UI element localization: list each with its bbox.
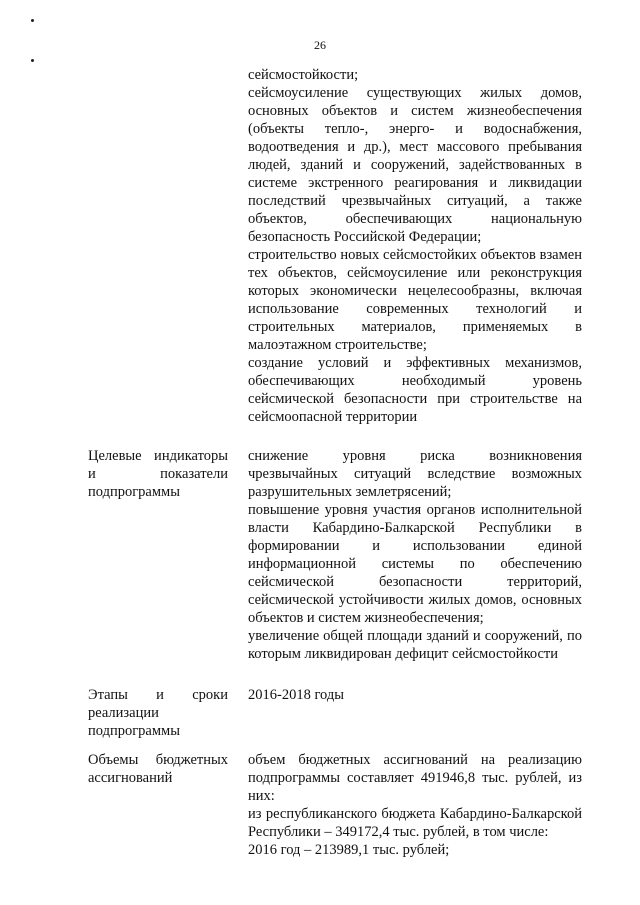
row-label: Этапы и сроки реализации подпрограммы [88, 687, 228, 739]
row-content [248, 751, 582, 859]
content-paragraph: 2016 год – 213989,1 тыс. рублей; [248, 842, 450, 858]
row-content [248, 66, 582, 426]
scan-speck [31, 59, 34, 62]
content-paragraph: снижение уровня риска возникновения чрезвычайных ситуаций вследствие возможных разрушительных землетрясений; [248, 448, 582, 500]
content-paragraph: повышение уровня участия органов исполнительной власти Кабардино-Балкарской Республики в формировании и использовании единой информационной системы по обеспечению сейсмической безопасности территорий, сейсмической устойчивости жилых домов, основных объектов и систем жизнеобеспечения; [248, 502, 582, 626]
content-paragraph: сейсмоусиление существующих жилых домов, основных объектов и систем жизнеобеспечения (объекты тепло-, энерго- и водоснабжения, водоотведения и др.), мест массового пребывания людей, зданий и сооружений, задействованных в системе экстренного реагирования и ликвидации последствий чрезвычайных ситуаций, а также объектов, обеспечивающих национальную безопасность Российской Федерации; [248, 85, 582, 245]
row-content [248, 686, 582, 704]
scan-speck [31, 19, 34, 22]
content-paragraph: увеличение общей площади зданий и сооружений, по которым ликвидирован дефицит сейсмостойкости [248, 628, 582, 662]
content-paragraph: объем бюджетных ассигнований на реализацию подпрограммы составляет 491946,8 тыс. рублей, из них: [248, 752, 582, 804]
row-content [248, 447, 582, 663]
row-label: Целевые индикаторы и показатели подпрограммы [88, 448, 228, 500]
content-paragraph: 2016-2018 годы [248, 687, 344, 703]
content-paragraph: создание условий и эффективных механизмов, обеспечивающих необходимый уровень сейсмической безопасности при строительстве на сейсмоопасной территории [248, 355, 582, 425]
content-paragraph: из республиканского бюджета Кабардино-Балкарской Республики – 349172,4 тыс. рублей, в том числе: [248, 806, 582, 840]
row-label: Объемы бюджетных ассигнований [88, 752, 228, 786]
content-paragraph: сейсмостойкости; [248, 67, 359, 83]
content-paragraph: строительство новых сейсмостойких объектов взамен тех объектов, сейсмоусиление или реконструкция которых экономически нецелесообразны, включая использование современных технологий и строительных материалов, применяемых в малоэтажном строительстве; [248, 247, 582, 353]
page-number: 26 [314, 38, 326, 52]
